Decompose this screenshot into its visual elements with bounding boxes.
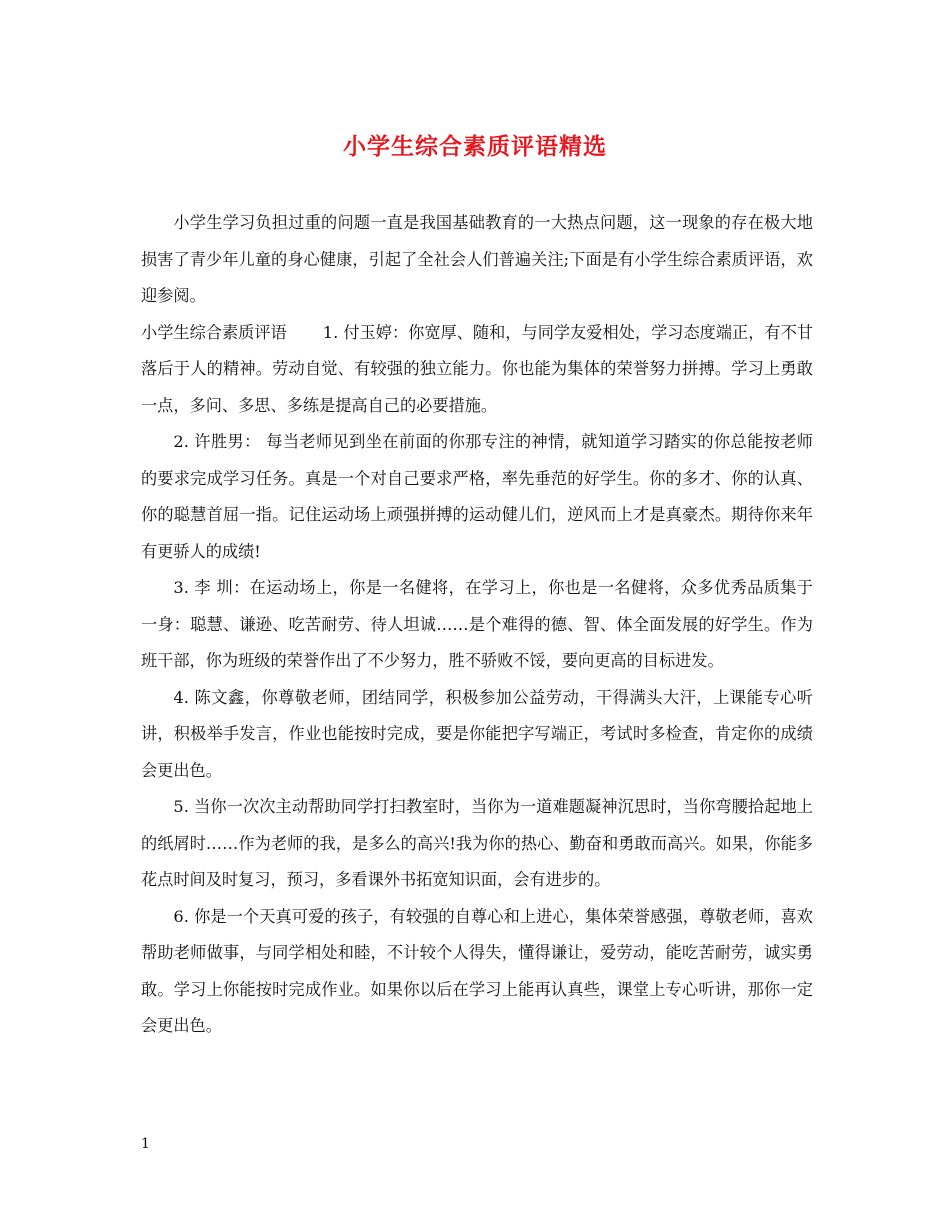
intro-paragraph: 小学生学习负担过重的问题一直是我国基础教育的一大热点问题，这一现象的存在极大地损害了青少年儿童的身心健康，引起了全社会人们普遍关注;下面是有小学生综合素质评语，欢迎参阅。 bbox=[141, 213, 813, 305]
comment-text-1: 1. 付玉婷：你宽厚、随和，与同学友爱相处，学习态度端正，有不甘落后于人的精神。劳动自觉、有较强的独立能力。你也能为集体的荣誉努力拼搏。学习上勇敢一点，多问、多思、多练是提高自己的必要措施。 bbox=[141, 322, 814, 415]
comment-paragraph-3: 3. 李 圳：在运动场上，你是一名健将，在学习上，你也是一名健将，众多优秀品质集于一身：聪慧、谦逊、吃苦耐劳、待人坦诚……是个难得的德、智、体全面发展的好学生。作为班干部，你为班级的荣誉作出了不少努力，胜不骄败不馁，要向更高的目标进发。 bbox=[141, 578, 813, 670]
comment-paragraph-4: 4. 陈文鑫，你尊敬老师，团结同学，积极参加公益劳动，干得满头大汗，上课能专心听讲，积极举手发言，作业也能按时完成，要是你能把字写端正，考试时多检查，肯定你的成绩会更出色。 bbox=[141, 687, 813, 780]
comment-paragraph-6: 6. 你是一个天真可爱的孩子，有较强的自尊心和上进心，集体荣誉感强，尊敬老师，喜欢帮助老师做事，与同学相处和睦，不计较个人得失，懂得谦让，爱劳动，能吃苦耐劳，诚实勇敢。学习上你能按时完成作业。如果你以后在学习上能再认真些，课堂上专心听讲，那你一定会更出色。 bbox=[141, 906, 813, 1035]
document-title: 小学生综合素质评语精选 bbox=[343, 133, 607, 160]
document-body bbox=[141, 205, 813, 1045]
section-heading: 小学生综合素质评语 bbox=[141, 322, 287, 342]
comment-paragraph-2: 2. 许胜男： 每当老师见到坐在前面的你那专注的神情，就知道学习踏实的你总能按老师的要求完成学习任务。真是一个对自己要求严格，率先垂范的好学生。你的多才、你的认真、你的聪慧首屈一指。记住运动场上顽强拼搏的运动健儿们，逆风而上才是真豪杰。期待你来年有更骄人的成绩! bbox=[141, 432, 813, 561]
comment-paragraph-5: 5. 当你一次次主动帮助同学打扫教室时，当你为一道难题凝神沉思时，当你弯腰拾起地上的纸屑时……作为老师的我，是多么的高兴!我为你的热心、勤奋和勇敢而高兴。如果，你能多花点时间及时复习，预习，多看课外书拓宽知识面，会有进步的。 bbox=[141, 797, 813, 889]
comment-paragraph-1 bbox=[141, 315, 813, 425]
page-number: 1 bbox=[141, 1136, 150, 1152]
